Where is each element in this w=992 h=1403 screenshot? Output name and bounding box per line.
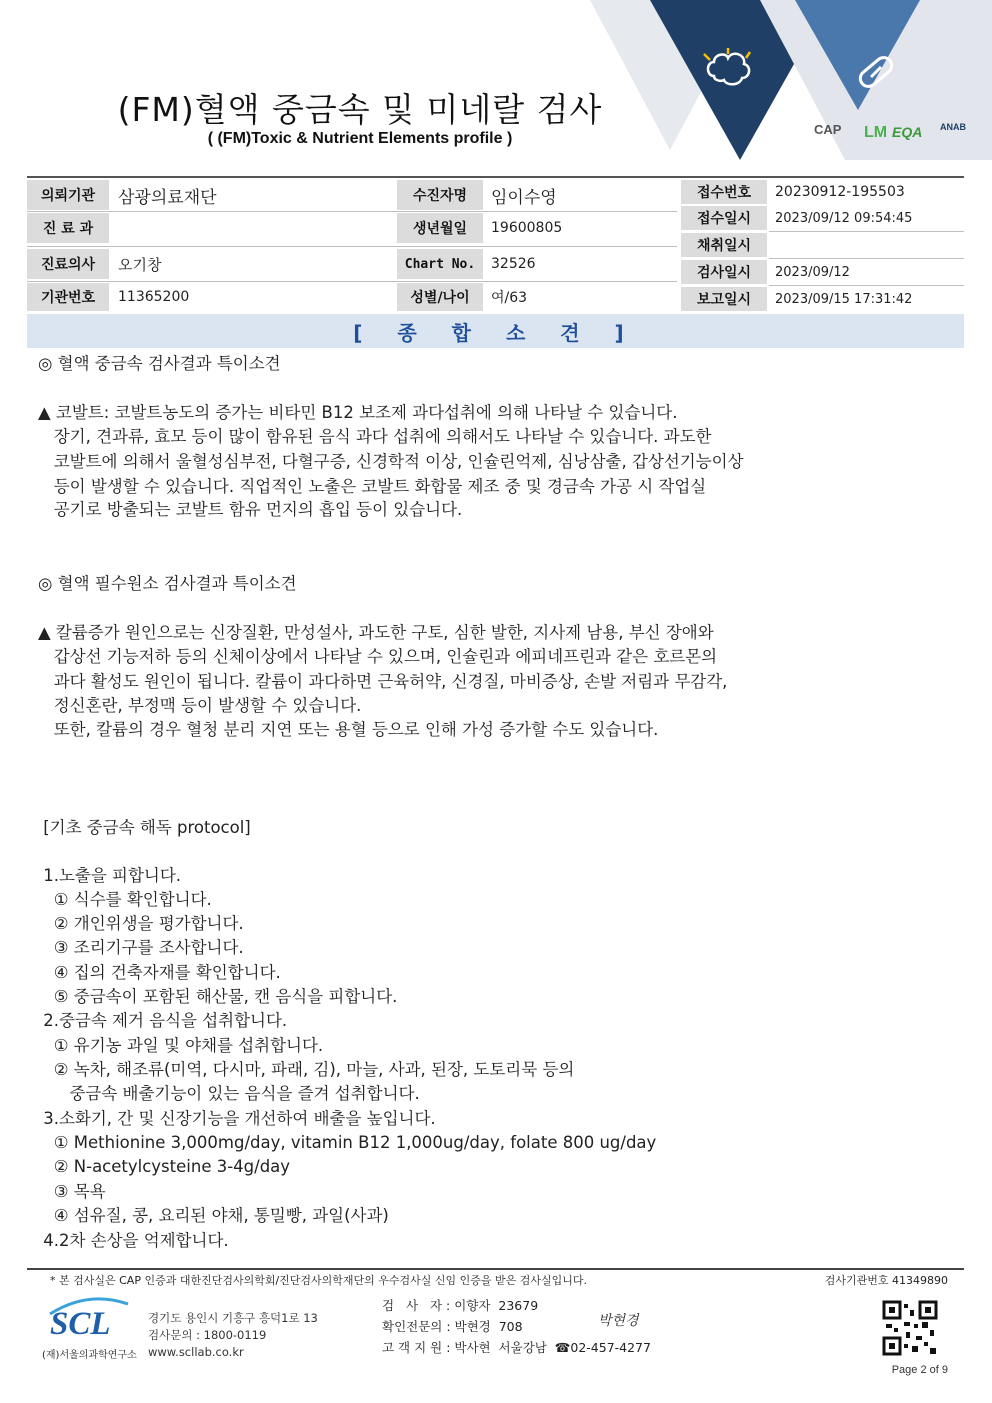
institution-no-label: 기관번호 [27, 283, 109, 311]
sex-age-label: 성별/나이 [397, 283, 483, 311]
row-divider [769, 285, 964, 286]
phone: 검사문의 : 1800-0119 [148, 1328, 267, 1342]
row-divider [27, 211, 677, 212]
section-heading: ◎ 혈액 필수원소 검사결과 특이소견 [38, 574, 297, 593]
scl-logo: SCL [50, 1306, 111, 1342]
text-line: ▲ 코발트: 코발트농도의 증가는 비타민 B12 보조제 과다섭취에 의해 나타날 수 있습니다. [38, 403, 678, 422]
protocol-step: 3.소화기, 간 및 신장기능을 개선하여 배출을 높입니다. [38, 1109, 436, 1128]
birth-value: 19600805 [491, 220, 563, 236]
receipt-no-value: 20230912-195503 [775, 184, 905, 200]
summary-title: [ 종 합 소 견 ] [353, 320, 638, 345]
protocol-step: 2.중금속 제거 음식을 섭취합니다. [38, 1011, 288, 1030]
protocol-item: ① 유기농 과일 및 야채를 섭취합니다. [38, 1036, 324, 1055]
report-time-value: 2023/09/15 17:31:42 [775, 291, 913, 307]
anab-logo: ANAB [940, 122, 966, 132]
collect-time-value [769, 233, 964, 257]
protocol-title: [기초 중금속 해독 protocol] [38, 818, 251, 837]
test-date-label: 검사일시 [681, 260, 767, 284]
examiner: 검 사 자 : 이향자 23679 [382, 1298, 539, 1313]
row-divider [769, 231, 964, 232]
patient-value: 임이수영 [491, 187, 557, 208]
protocol-item: ④ 섬유질, 콩, 요리된 야채, 통밀빵, 과일(사과) [38, 1206, 389, 1225]
qr-code-icon [882, 1300, 938, 1356]
protocol-step: 1.노출을 피합니다. [38, 866, 182, 885]
section-heading: ◎ 혈액 중금속 검사결과 특이소견 [38, 354, 281, 373]
report-time-label: 보고일시 [681, 287, 767, 311]
row-divider [27, 246, 677, 247]
institution-value: 삼광의료재단 [118, 187, 217, 208]
protocol-step: 4.2차 손상을 억제합니다. [38, 1231, 229, 1250]
doctor-label: 진료의사 [27, 249, 109, 279]
text-line: 갑상선 기능저하 등의 신체이상에서 나타날 수 있으며, 인슐린과 에피네프린과 같은 호르몬의 [38, 647, 718, 666]
text-line: 등이 발생할 수 있습니다. 직업적인 노출은 코발트 화합물 제조 중 및 경금속 가공 시 작업실 [38, 477, 707, 496]
protocol-item: ② 개인위생을 평가합니다. [38, 914, 244, 933]
text-line: 정신혼란, 부정맥 등이 발생할 수 있습니다. [38, 696, 362, 715]
row-divider [27, 281, 677, 282]
protocol-item: ① 식수를 확인합니다. [38, 890, 212, 909]
page-number: Page 2 of 9 [891, 1364, 948, 1376]
test-date-value: 2023/09/12 [775, 264, 850, 280]
text-line: ▲ 칼륨증가 원인으로는 신장질환, 만성설사, 과도한 구토, 심한 발한, 지사제 남용, 부신 장애와 [38, 623, 714, 642]
lm-logo: LM [864, 124, 888, 141]
text-line: 과다 활성도 원인이 됩니다. 칼륨이 과다하면 근육허약, 신경질, 마비증상, 손발 저림과 무감각, [38, 672, 728, 691]
capsule-icon [852, 48, 900, 96]
specialist: 확인전문의 : 박현경 708 [382, 1319, 523, 1334]
institution-label: 의뢰기관 [27, 180, 109, 210]
customer-support: 고 객 지 원 : 박사현 서울강남 ☎02-457-4277 [382, 1340, 651, 1355]
protocol-item: ③ 조리기구를 조사합니다. [38, 938, 244, 957]
eqa-logo: EQA [892, 124, 923, 140]
summary-header [27, 314, 964, 348]
protocol-item: ④ 집의 건축자재를 확인합니다. [38, 963, 281, 982]
table-top-rule [27, 176, 964, 178]
protocol-item: ⑤ 중금속이 포함된 해산물, 캔 음식을 피합니다. [38, 987, 398, 1006]
text-line: 코발트에 의해서 울혈성심부전, 다혈구증, 신경학적 이상, 인슐린억제, 심낭삼출, 갑상선기능이상 [38, 452, 744, 471]
row-divider [769, 258, 964, 259]
organization-name: (재)서울의과학연구소 [42, 1350, 137, 1361]
protocol-item: ② N-acetylcysteine 3-4g/day [38, 1157, 291, 1176]
collect-time-label: 채취일시 [681, 233, 767, 257]
text-line: 또한, 칼륨의 경우 혈청 분리 지연 또는 용혈 등으로 인해 가성 증가할 수도 있습니다. [38, 720, 659, 739]
footer-rule [27, 1268, 964, 1270]
protocol-item: ① Methionine 3,000mg/day, vitamin B12 1,000ug/day, folate 800 ug/day [38, 1133, 657, 1152]
address: 경기도 용인시 기흥구 흥덕1로 13 [148, 1311, 318, 1325]
lab-number: 검사기관번호 41349890 [824, 1274, 948, 1287]
department-value [112, 213, 392, 243]
chart-no-label: Chart No. [397, 249, 483, 279]
doctor-value: 오기창 [118, 255, 162, 274]
chart-no-value: 32526 [491, 256, 536, 272]
receipt-no-label: 접수번호 [681, 180, 767, 204]
department-label: 진 료 과 [27, 213, 109, 243]
protocol-item: ② 녹차, 해조류(미역, 다시마, 파래, 김), 마늘, 사과, 된장, 도토리묵 등의 [38, 1060, 575, 1079]
birth-label: 생년월일 [397, 213, 483, 243]
protocol-item: 중금속 배출기능이 있는 음식을 즐겨 섭취합니다. [38, 1084, 420, 1103]
website: www.scllab.co.kr [148, 1345, 244, 1359]
receipt-time-value: 2023/09/12 09:54:45 [775, 210, 913, 226]
text-line: 장기, 견과류, 효모 등이 많이 함유된 음식 과다 섭취에 의해서도 나타날 수 있습니다. 과도한 [38, 427, 712, 446]
protocol-item: ③ 목욕 [38, 1182, 106, 1201]
receipt-time-label: 접수일시 [681, 206, 767, 230]
text-line: 공기로 방출되는 코발트 함유 먼지의 흡입 등이 있습니다. [38, 500, 463, 519]
certification-logos [800, 122, 970, 152]
signature: 박현경 [598, 1313, 639, 1329]
sex-age-value: 여/63 [491, 290, 528, 306]
institution-no-value: 11365200 [118, 289, 190, 305]
patient-label: 수진자명 [397, 180, 483, 210]
page-subtitle: ( (FM)Toxic & Nutrient Elements profile ) [207, 130, 513, 147]
page-title: (FM)혈액 중금속 및 미네랄 검사 [117, 90, 603, 129]
cap-logo: CAP [814, 122, 842, 137]
certification-note: * 본 검사실은 CAP 인증과 대한진단검사의학회/진단검사의학재단의 우수검사실 신임 인증을 받은 검사실입니다. [50, 1274, 588, 1287]
